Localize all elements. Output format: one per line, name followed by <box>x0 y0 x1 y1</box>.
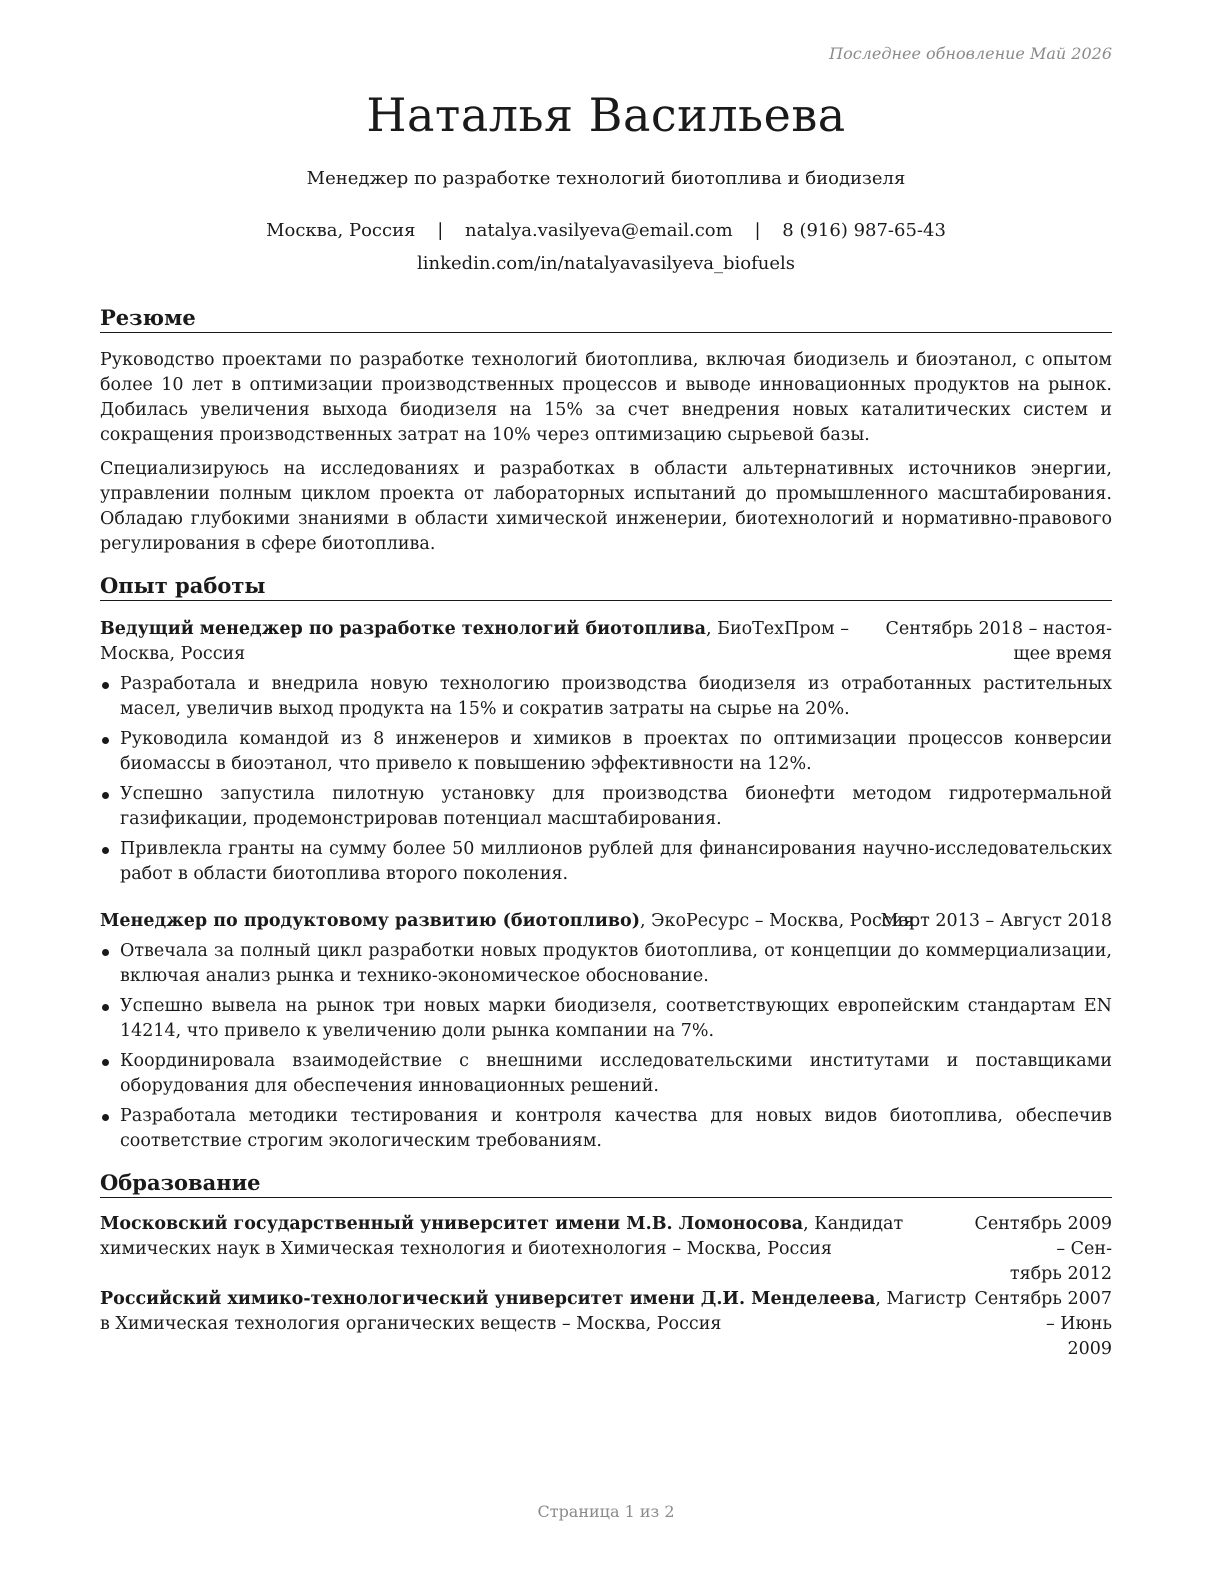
job-dates <box>881 909 1112 934</box>
contact-separator: | <box>437 220 444 241</box>
education-text <box>100 1212 970 1262</box>
list-item: Разработала и внедрила новую технологию производства биодизеля из отработанных растительных масел, увеличив выход продукта на 15% и сократив затраты на сырье на 20%. <box>100 672 1112 722</box>
summary-paragraph-2: Специализируюсь на исследованиях и разработках в области альтернативных источников энергии, управлении полным циклом проекта от лабораторных испытаний до промышленного масштабирования. Обладаю глубокими знаниями в области химической инженерии, биотехнологий и нормативно-правового регулирования в сфере биотоплива. <box>100 459 1112 554</box>
education-entry <box>100 1287 1112 1359</box>
contact-location: Москва, Россия <box>266 220 416 241</box>
job-location: Москва, Россия <box>100 644 246 664</box>
last-updated-note: Последнее обновление Май 2026 <box>829 44 1112 63</box>
education-degree: , Кандидат химических наук в Химическая технология и биотехнология – Москва, Россия <box>100 1214 904 1259</box>
resume-page <box>100 0 1112 1584</box>
list-item: Успешно запустила пилотную установку для производства бионефти методом гидротермальной газификации, продемонстрировав потенциал масштабирования. <box>100 782 1112 832</box>
job-bullet-list <box>100 672 1112 892</box>
contact-line <box>100 220 1112 241</box>
education-dates-line-1: Сентябрь 2007 – Июнь <box>974 1289 1112 1334</box>
education-dates-line-1: Сентябрь 2009 – Сен- <box>974 1214 1112 1259</box>
list-item: Успешно вывела на рынок три новых марки биодизеля, соответствующих европейским стандартам EN 14214, что привело к увеличению доли рынка компании на 7%. <box>100 994 1112 1044</box>
job-header <box>100 909 1112 934</box>
education-degree: , Магистр в Химическая технология органических веществ – Москва, Россия <box>100 1289 967 1334</box>
education-dates <box>962 1212 1112 1287</box>
job-company: , ЭкоРесурс – Москва, Россия <box>640 911 915 931</box>
job-header <box>100 617 1112 667</box>
list-item: Разработала методики тестирования и контроля качества для новых видов биотоплива, обеспечив соответствие строгим экологическим требованиям. <box>100 1104 1112 1154</box>
list-item: Привлекла гранты на сумму более 50 миллионов рублей для финансирования научно-исследовательских работ в области биотоплива второго поколения. <box>100 837 1112 887</box>
page-number: Страница 1 из 2 <box>537 1502 675 1521</box>
list-item: Руководила командой из 8 инженеров и химиков в проектах по оптимизации процессов конверсии биомассы в биоэтанол, что привело к повышению эффективности на 12%. <box>100 727 1112 777</box>
job-title-line <box>100 909 914 934</box>
list-item: Координировала взаимодействие с внешними исследовательскими институтами и поставщиками оборудования для обеспечения инновационных решений. <box>100 1049 1112 1099</box>
section-title-experience: Опыт работы <box>100 573 1112 601</box>
candidate-title: Менеджер по разработке технологий биотоплива и биодизеля <box>306 168 906 189</box>
contact-email[interactable]: natalya.vasilyeva@email.com <box>465 220 733 241</box>
contact-separator: | <box>754 220 761 241</box>
candidate-name: Наталья Васильева <box>366 88 846 142</box>
contact-linkedin[interactable]: linkedin.com/in/natalyavasilyeva_biofuels <box>416 253 796 274</box>
education-dates-line-2: тябрь 2012 <box>1009 1264 1112 1284</box>
education-dates <box>962 1287 1112 1362</box>
education-dates-line-2: 2009 <box>1067 1339 1112 1359</box>
summary-paragraph-1: Руководство проектами по разработке технологий биотоплива, включая биодизель и биоэтанол, с опытом более 10 лет в оптимизации производственных процессов и выводе инновационных продуктов на рынок. Добилась увеличения выхода биодизеля на 15% за счет внедрения новых каталитических систем и сокращения производственных затрат на 10% через оптимизацию сырьевой базы. <box>100 350 1112 445</box>
job-title-line <box>100 617 849 667</box>
list-item: Отвечала за полный цикл разработки новых продуктов биотоплива, от концепции до коммерциализации, включая анализ рынка и технико-экономическое обоснование. <box>100 939 1112 989</box>
contact-phone: 8 (916) 987-65-43 <box>782 220 946 241</box>
section-title-summary: Резюме <box>100 305 1112 333</box>
job-bullet-list <box>100 939 1112 1159</box>
job-dates-line-1: Март 2013 – Август 2018 <box>880 911 1112 931</box>
education-school: Российский химико-технологический университет имени Д.И. Менделеева <box>100 1289 876 1309</box>
education-school: Московский государственный университет имени М.В. Ломоносова <box>100 1214 804 1234</box>
job-dates-line-1: Сентябрь 2018 – настоя- <box>885 619 1112 639</box>
job-role: Ведущий менеджер по разработке технологий биотоплива <box>100 619 706 639</box>
job-role: Менеджер по продуктовому развитию (биотопливо) <box>100 911 640 931</box>
education-entry <box>100 1212 1112 1284</box>
education-text <box>100 1287 970 1337</box>
section-title-education: Образование <box>100 1170 1112 1198</box>
job-dates-line-2: щее время <box>1013 644 1112 664</box>
job-dates <box>886 617 1112 667</box>
job-company: , БиоТехПром – <box>705 619 849 639</box>
